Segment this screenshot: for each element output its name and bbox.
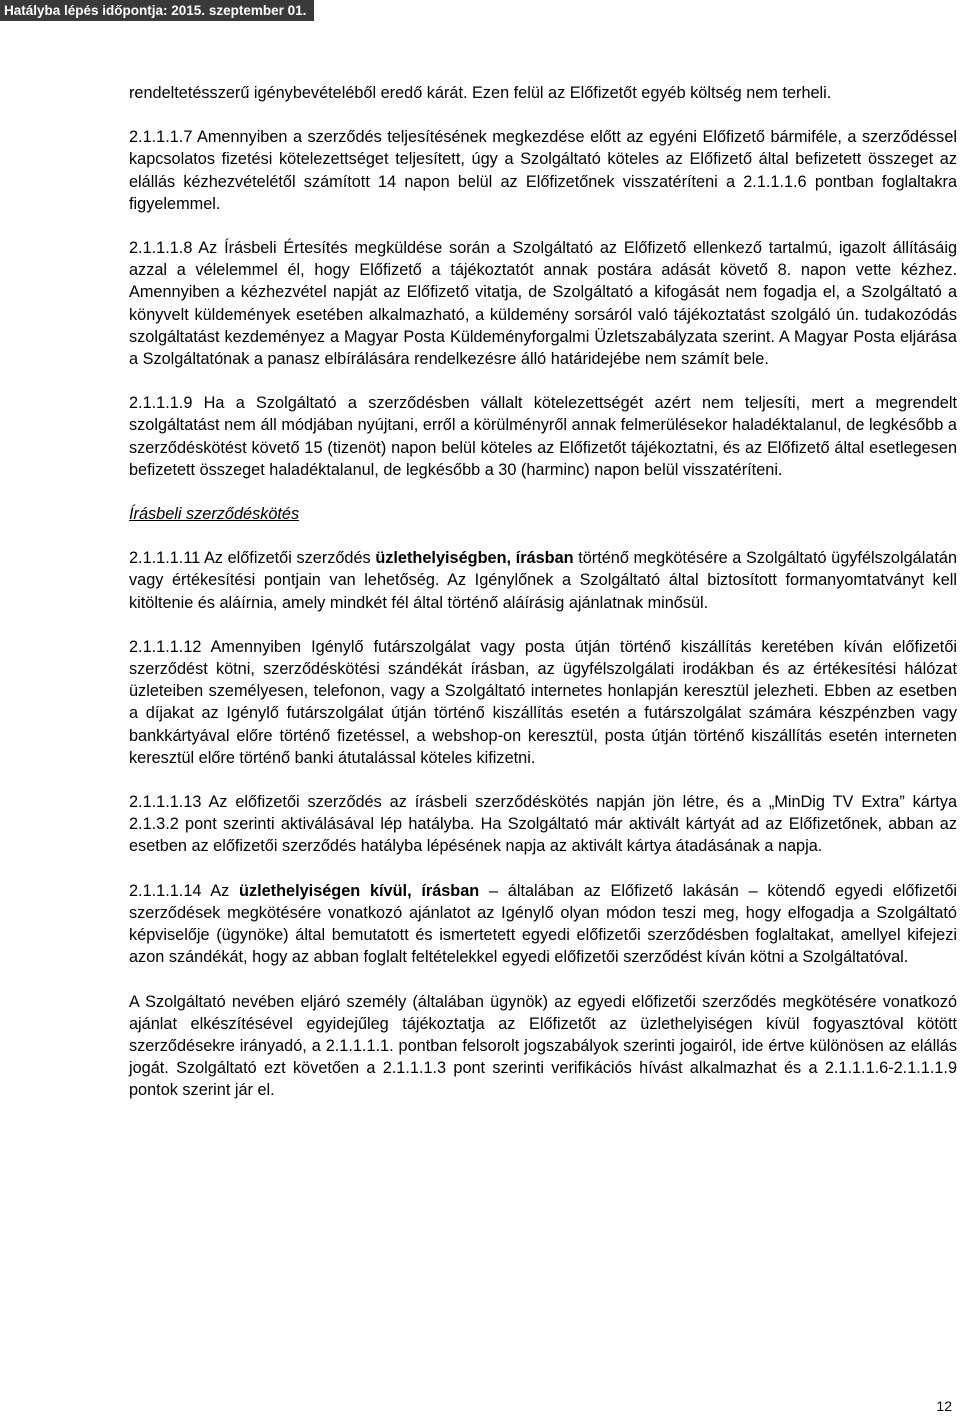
- section-heading: Írásbeli szerződéskötés: [129, 505, 300, 524]
- bold-emphasis: üzlethelyiségben, írásban: [375, 549, 574, 568]
- document-body: [129, 82, 957, 1124]
- text-span: – általában az Előfizető lakásán – kötendő egyedi előfizetői szerződések megkötésére vonatkozó ajánlatot az Igénylő olyan módon teszi meg, hogy elfogadja a Szolgáltató képviselője (ügynöke) által bemutatott és ismertetett egyedi előfizetői szerződésben foglaltakat, amellyel kifejezi azon szándékát, hogy az abban foglalt feltételekkel egyedi előfizetői szerződést kíván kötni a Szolgáltatóval.: [129, 881, 957, 967]
- paragraph-agent-information: A Szolgáltató nevében eljáró személy (általában ügynök) az egyedi előfizetői szerződés megkötésére vonatkozó ajánlat elkészítésével egyidejűleg tájékoztatja az Előfizetőt az üzlethelyiségen kívül fogyasztóval kötött szerződésekre irányadó, a 2.1.1.1.1. pontban felsorolt jogszabályok szerinti jogairól, ide értve különösen az elállás jogát. Szolgáltató ezt követően a 2.1.1.1.3 pont szerinti verifikációs hívást alkalmazhat és a 2.1.1.1.6-2.1.1.1.9 pontok szerint jár el.: [129, 992, 957, 1100]
- text-span: történő megkötésére a Szolgáltató ügyfélszolgálatán vagy értékesítési pontjain van lehetőség. Az Igénylőnek a Szolgáltató által biztosított formanyomtatványt kell kitöltenie és aláírnia, amely mindkét fél által történő aláírásig ajánlatnak minősül.: [129, 549, 957, 612]
- text-span: 2.1.1.1.11 Az előfizetői szerződés: [129, 549, 376, 568]
- paragraph-2-1-1-1-8: 2.1.1.1.8 Az Írásbeli Értesítés megküldése során a Szolgáltató az Előfizető ellenkező tartalmú, igazolt állításáig azzal a vélelemmel él, hogy Előfizető a tájékoztatót annak postára adását követő 8. napon vette kézhez. Amennyiben a kézhezvétel napját az Előfizető vitatja, de Szolgáltató a kifogását nem fogadja el, a Szolgáltató a könyvelt küldemények esetében alkalmazható, a küldemény sorsáról való tájékoztatást szolgáló ún. tudakozódás szolgáltatást kezdeményez a Magyar Posta Küldeményforgalmi Üzletszabályzata szerint. A Magyar Posta eljárása a Szolgáltatónak a panasz elbírálására rendelkezésre álló határidejébe nem számít bele.: [129, 239, 957, 369]
- text-span: 2.1.1.1.14 Az: [129, 881, 239, 900]
- effective-date-banner: Hatályba lépés időpontja: 2015. szeptember 01.: [0, 0, 314, 21]
- paragraph-2-1-1-1-14: [129, 880, 957, 969]
- bold-emphasis: üzlethelyiségen kívül, írásban: [239, 881, 480, 900]
- paragraph-continuation: rendeltetésszerű igénybevételéből eredő kárát. Ezen felül az Előfizetőt egyéb költség nem terheli.: [129, 84, 832, 102]
- page-number: 12: [936, 1398, 952, 1414]
- paragraph-2-1-1-1-9: 2.1.1.1.9 Ha a Szolgáltató a szerződésben vállalt kötelezettségét azért nem teljesíti, mert a megrendelt szolgáltatást nem áll módjában nyújtani, erről a körülményről annak felmerülésekor haladéktalanul, de legkésőbb a szerződéskötést követő 15 (tizenöt) napon belül köteles az Előfizetőt tájékoztatni, és az Előfizető által esetlegesen befizetett összeget haladéktalanul, de legkésőbb a 30 (harminc) napon belül visszatéríteni.: [129, 394, 957, 479]
- paragraph-2-1-1-1-11: [129, 547, 957, 614]
- paragraph-2-1-1-1-12: 2.1.1.1.12 Amennyiben Igénylő futárszolgálat vagy posta útján történő kiszállítás keretében kíván előfizetői szerződést kötni, szerződéskötési szándékát írásban, az ügyfélszolgálati irodákban és az értékesítési hálózat üzleteiben személyesen, telefonon, vagy a Szolgáltató internetes honlapján keresztül jelezheti. Ebben az esetben a díjakat az Igénylő futárszolgálat útján történő kiszállítás esetén a futárszolgálat számára készpénzben vagy bankkártyával előre történő fizetéssel, a webshop-on keresztül, posta útján történő kiszállítás esetén interneten keresztül előre történő banki átutalással köteles kifizetni.: [129, 637, 957, 767]
- paragraph-2-1-1-1-7: 2.1.1.1.7 Amennyiben a szerződés teljesítésének megkezdése előtt az egyéni Előfizető bármiféle, a szerződéssel kapcsolatos fizetési kötelezettséget teljesített, úgy a Szolgáltató köteles az Előfizető által befizetett összeget az elállás kézhezvételétől számított 14 napon belül az Előfizetőnek visszatéríteni a 2.1.1.1.6 pontban foglaltakra figyelemmel.: [129, 128, 957, 213]
- paragraph-2-1-1-1-13: 2.1.1.1.13 Az előfizetői szerződés az írásbeli szerződéskötés napján jön létre, és a „MinDig TV Extra” kártya 2.1.3.2 pont szerinti aktiválásával lép hatályba. Ha Szolgáltató már aktivált kártyát ad az Előfizetőnek, abban az esetben az előfizetői szerződés hatályba lépésének napja az aktivált kártya átadásának a napja.: [129, 793, 957, 856]
